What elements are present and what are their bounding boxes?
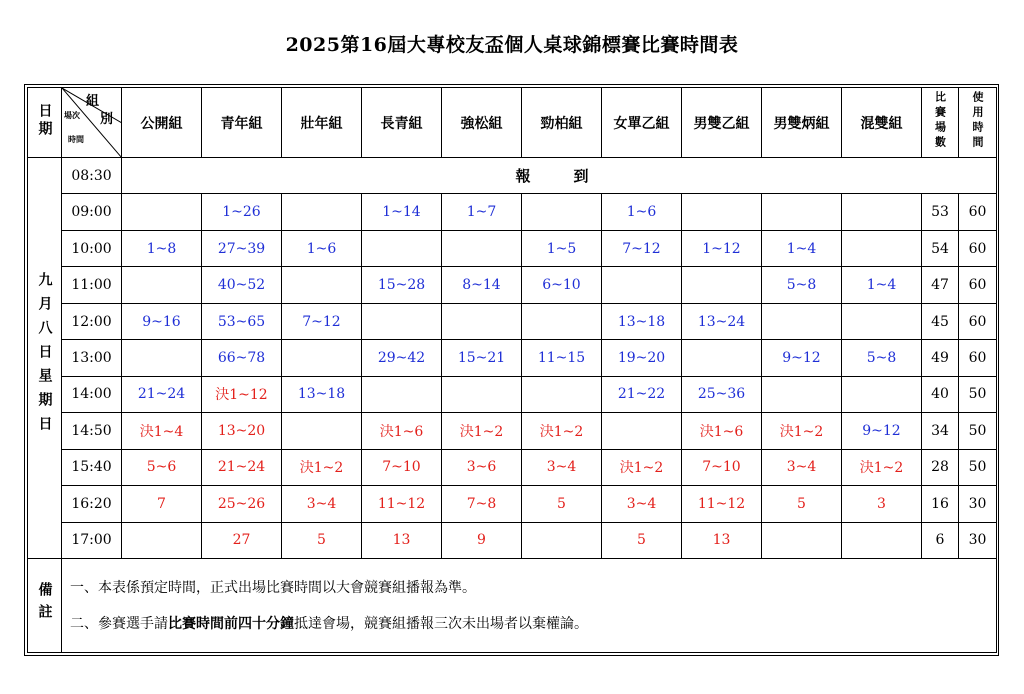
- match-count-cell: 54: [922, 230, 959, 266]
- match-range-cell: 27~39: [202, 230, 282, 266]
- time-cell: 17:00: [62, 522, 122, 558]
- time-cell: 14:00: [62, 376, 122, 412]
- group-header: 公開組: [122, 88, 202, 158]
- match-range-cell: 13~18: [282, 376, 362, 412]
- match-range-cell: 3~4: [602, 486, 682, 522]
- match-range-cell: 6~10: [522, 267, 602, 303]
- time-cell: 16:20: [62, 486, 122, 522]
- group-header: 男雙乙組: [682, 88, 762, 158]
- match-range-cell: 7~10: [362, 449, 442, 485]
- time-cell: 15:40: [62, 449, 122, 485]
- duration-cell: 60: [959, 194, 997, 230]
- match-range-cell: 1~5: [522, 230, 602, 266]
- match-range-cell: 5: [602, 522, 682, 558]
- match-range-cell: 決1~6: [682, 413, 762, 449]
- match-count-cell: 6: [922, 522, 959, 558]
- session-label: 場次: [64, 110, 80, 120]
- match-range-cell: [122, 522, 202, 558]
- match-range-cell: [602, 413, 682, 449]
- schedule-row: [28, 486, 997, 522]
- duration-cell: 50: [959, 413, 997, 449]
- duration-cell: 50: [959, 449, 997, 485]
- duration-cell: 30: [959, 522, 997, 558]
- match-range-cell: 決1~6: [362, 413, 442, 449]
- schedule-row: [28, 303, 997, 339]
- match-range-cell: [442, 376, 522, 412]
- match-range-cell: 決1~2: [522, 413, 602, 449]
- match-range-cell: [602, 267, 682, 303]
- match-range-cell: 11~12: [682, 486, 762, 522]
- match-range-cell: [522, 522, 602, 558]
- match-count-cell: 40: [922, 376, 959, 412]
- match-range-cell: [682, 194, 762, 230]
- match-range-cell: 9~12: [842, 413, 922, 449]
- duration-cell: 50: [959, 376, 997, 412]
- match-range-cell: 3~4: [522, 449, 602, 485]
- match-count-header: 比賽場數: [922, 88, 959, 158]
- match-range-cell: 8~14: [442, 267, 522, 303]
- match-count-cell: 47: [922, 267, 959, 303]
- group-label-2: 別: [100, 112, 114, 127]
- time-cell: 11:00: [62, 267, 122, 303]
- match-count-cell: 49: [922, 340, 959, 376]
- match-range-cell: 1~26: [202, 194, 282, 230]
- match-range-cell: [522, 376, 602, 412]
- match-count-cell: 53: [922, 194, 959, 230]
- match-range-cell: 19~20: [602, 340, 682, 376]
- match-range-cell: [362, 376, 442, 412]
- match-range-cell: 5: [282, 522, 362, 558]
- match-range-cell: [282, 194, 362, 230]
- match-range-cell: 40~52: [202, 267, 282, 303]
- match-range-cell: 決1~2: [602, 449, 682, 485]
- match-range-cell: [682, 267, 762, 303]
- match-range-cell: 9~16: [122, 303, 202, 339]
- match-range-cell: [362, 303, 442, 339]
- schedule-frame: [24, 84, 999, 656]
- match-range-cell: 7~10: [682, 449, 762, 485]
- time-cell: 10:00: [62, 230, 122, 266]
- match-count-cell: 28: [922, 449, 959, 485]
- match-range-cell: [762, 376, 842, 412]
- group-label: 組: [86, 94, 100, 109]
- note-line-2-suffix: 抵達會場，競賽組播報三次未出場者以棄權論。: [294, 615, 588, 632]
- duration-cell: 60: [959, 303, 997, 339]
- match-range-cell: [762, 194, 842, 230]
- match-range-cell: 1~7: [442, 194, 522, 230]
- match-range-cell: 1~6: [282, 230, 362, 266]
- group-time-diagonal-header: [62, 88, 122, 158]
- match-range-cell: [442, 303, 522, 339]
- match-range-cell: [522, 303, 602, 339]
- schedule-row: [28, 413, 997, 449]
- match-range-cell: 1~12: [682, 230, 762, 266]
- time-label: 時間: [68, 134, 84, 144]
- match-range-cell: 7~12: [602, 230, 682, 266]
- duration-cell: 60: [959, 230, 997, 266]
- match-range-cell: 3: [842, 486, 922, 522]
- match-range-cell: 5: [522, 486, 602, 522]
- match-range-cell: 53~65: [202, 303, 282, 339]
- notes-label-cell: 備註: [28, 559, 62, 653]
- match-range-cell: 7~8: [442, 486, 522, 522]
- match-range-cell: [762, 522, 842, 558]
- match-range-cell: 25~26: [202, 486, 282, 522]
- schedule-row: [28, 230, 997, 266]
- match-range-cell: [842, 376, 922, 412]
- checkin-row: [28, 158, 997, 194]
- match-range-cell: [362, 230, 442, 266]
- match-range-cell: 15~28: [362, 267, 442, 303]
- match-range-cell: [442, 230, 522, 266]
- match-range-cell: 21~24: [122, 376, 202, 412]
- match-range-cell: 7~12: [282, 303, 362, 339]
- match-range-cell: [762, 303, 842, 339]
- match-range-cell: 29~42: [362, 340, 442, 376]
- match-range-cell: [122, 267, 202, 303]
- match-count-cell: 16: [922, 486, 959, 522]
- match-range-cell: [842, 522, 922, 558]
- note-line-1: 一、本表係預定時間，正式出場比賽時間以大會競賽組播報為準。: [70, 579, 476, 596]
- note-line-2: [70, 606, 996, 642]
- date-column-header: 日期: [28, 88, 62, 158]
- match-range-cell: 9: [442, 522, 522, 558]
- match-range-cell: [522, 194, 602, 230]
- match-range-cell: 66~78: [202, 340, 282, 376]
- group-header: 強松組: [442, 88, 522, 158]
- time-cell: 12:00: [62, 303, 122, 339]
- match-range-cell: 13~20: [202, 413, 282, 449]
- group-header: 青年組: [202, 88, 282, 158]
- duration-cell: 60: [959, 267, 997, 303]
- match-range-cell: 21~24: [202, 449, 282, 485]
- group-header: 混雙組: [842, 88, 922, 158]
- match-range-cell: 3~4: [762, 449, 842, 485]
- notes-cell: [62, 559, 997, 653]
- time-cell: 14:50: [62, 413, 122, 449]
- note-line-2-emphasis: 比賽時間前四十分鐘: [168, 615, 294, 632]
- match-range-cell: 15~21: [442, 340, 522, 376]
- schedule-row: [28, 376, 997, 412]
- match-range-cell: 決1~2: [282, 449, 362, 485]
- match-range-cell: 1~14: [362, 194, 442, 230]
- group-header: 勁柏組: [522, 88, 602, 158]
- match-range-cell: 5~6: [122, 449, 202, 485]
- match-range-cell: [842, 230, 922, 266]
- page-title: 2025第16屆大專校友盃個人桌球錦標賽比賽時間表: [285, 34, 739, 56]
- schedule-row: [28, 522, 997, 558]
- group-header: 女單乙組: [602, 88, 682, 158]
- match-count-cell: 34: [922, 413, 959, 449]
- note-line-2-prefix: 二、參賽選手請: [70, 615, 168, 632]
- match-range-cell: 7: [122, 486, 202, 522]
- schedule-row: [28, 340, 997, 376]
- group-header: 壯年組: [282, 88, 362, 158]
- schedule-table: [27, 87, 997, 653]
- match-range-cell: 5: [762, 486, 842, 522]
- match-range-cell: [122, 194, 202, 230]
- duration-cell: 60: [959, 340, 997, 376]
- match-range-cell: 決1~4: [122, 413, 202, 449]
- date-cell: 九月八日星期日: [28, 158, 62, 559]
- match-range-cell: [122, 340, 202, 376]
- match-range-cell: 13~24: [682, 303, 762, 339]
- match-range-cell: 1~6: [602, 194, 682, 230]
- schedule-row: [28, 267, 997, 303]
- match-range-cell: 決1~2: [442, 413, 522, 449]
- notes-row: [28, 559, 997, 653]
- group-header: 男雙炳組: [762, 88, 842, 158]
- match-range-cell: 3~4: [282, 486, 362, 522]
- schedule-row: [28, 194, 997, 230]
- duration-header: 使用時間: [959, 88, 997, 158]
- checkin-cell: 報 到: [122, 158, 997, 194]
- match-range-cell: 13: [682, 522, 762, 558]
- match-range-cell: 1~8: [122, 230, 202, 266]
- match-range-cell: 13: [362, 522, 442, 558]
- match-range-cell: [842, 303, 922, 339]
- match-range-cell: 9~12: [762, 340, 842, 376]
- match-range-cell: 1~4: [762, 230, 842, 266]
- match-range-cell: [282, 340, 362, 376]
- match-range-cell: 25~36: [682, 376, 762, 412]
- schedule-row: [28, 449, 997, 485]
- time-cell: 08:30: [62, 158, 122, 194]
- match-range-cell: 21~22: [602, 376, 682, 412]
- match-range-cell: [842, 194, 922, 230]
- match-range-cell: 5~8: [762, 267, 842, 303]
- time-cell: 09:00: [62, 194, 122, 230]
- match-range-cell: 11~12: [362, 486, 442, 522]
- match-range-cell: [282, 267, 362, 303]
- match-range-cell: 決1~12: [202, 376, 282, 412]
- match-range-cell: 11~15: [522, 340, 602, 376]
- match-count-cell: 45: [922, 303, 959, 339]
- match-range-cell: 5~8: [842, 340, 922, 376]
- match-range-cell: 1~4: [842, 267, 922, 303]
- match-range-cell: [682, 340, 762, 376]
- match-range-cell: 27: [202, 522, 282, 558]
- group-header: 長青組: [362, 88, 442, 158]
- match-range-cell: 13~18: [602, 303, 682, 339]
- match-range-cell: [282, 413, 362, 449]
- time-cell: 13:00: [62, 340, 122, 376]
- match-range-cell: 決1~2: [762, 413, 842, 449]
- header-row: [28, 88, 997, 158]
- match-range-cell: 3~6: [442, 449, 522, 485]
- match-range-cell: 決1~2: [842, 449, 922, 485]
- duration-cell: 30: [959, 486, 997, 522]
